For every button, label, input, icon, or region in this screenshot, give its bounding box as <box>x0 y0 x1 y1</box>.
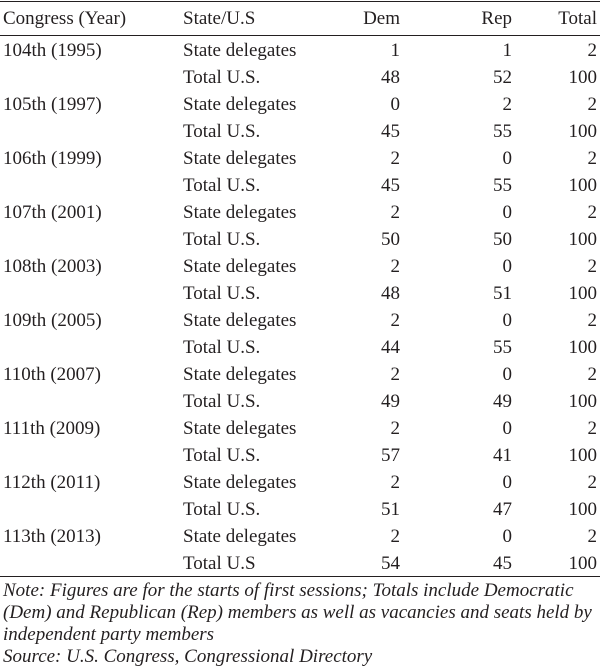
table-row <box>0 308 600 335</box>
header-dem: Dem <box>363 8 400 29</box>
cell-rep: 0 <box>502 148 512 169</box>
table-row <box>0 200 600 227</box>
table-row <box>0 443 600 470</box>
cell-state-us: Total U.S. <box>183 229 261 250</box>
cell-dem: 0 <box>390 94 400 115</box>
cell-total: 100 <box>568 175 597 196</box>
cell-total: 2 <box>587 40 597 61</box>
cell-total: 100 <box>568 121 597 142</box>
cell-rep: 0 <box>502 472 512 493</box>
footnote-source: Source: U.S. Congress, Congressional Directory <box>3 646 373 667</box>
cell-state-us: State delegates <box>183 202 297 223</box>
cell-dem: 2 <box>390 418 400 439</box>
cell-state-us: State delegates <box>183 148 297 169</box>
cell-dem: 2 <box>390 256 400 277</box>
table-row <box>0 470 600 497</box>
cell-total: 2 <box>587 364 597 385</box>
table-row <box>0 146 600 173</box>
cell-state-us: Total U.S. <box>183 499 261 520</box>
cell-rep: 41 <box>493 445 512 466</box>
cell-state-us: Total U.S. <box>183 121 261 142</box>
table-row <box>0 227 600 254</box>
cell-rep: 1 <box>502 40 512 61</box>
cell-rep: 2 <box>502 94 512 115</box>
cell-total: 100 <box>568 337 597 358</box>
table-row <box>0 335 600 362</box>
cell-state-us: State delegates <box>183 526 297 547</box>
cell-state-us: State delegates <box>183 94 297 115</box>
cell-total: 2 <box>587 310 597 331</box>
cell-state-us: Total U.S. <box>183 175 261 196</box>
cell-dem: 50 <box>381 229 400 250</box>
cell-state-us: Total U.S. <box>183 391 261 412</box>
cell-rep: 51 <box>493 283 512 304</box>
cell-dem: 45 <box>381 121 400 142</box>
cell-congress-year: 105th (1997) <box>3 94 102 115</box>
header-congress-year: Congress (Year) <box>3 8 127 29</box>
table-row <box>0 281 600 308</box>
cell-congress-year: 108th (2003) <box>3 256 102 277</box>
cell-congress-year: 104th (1995) <box>3 40 102 61</box>
cell-total: 100 <box>568 283 597 304</box>
cell-dem: 44 <box>381 337 400 358</box>
table-row <box>0 119 600 146</box>
cell-congress-year: 109th (2005) <box>3 310 102 331</box>
cell-dem: 2 <box>390 148 400 169</box>
cell-dem: 45 <box>381 175 400 196</box>
cell-dem: 2 <box>390 310 400 331</box>
cell-rep: 0 <box>502 364 512 385</box>
cell-dem: 1 <box>390 40 400 61</box>
table-row <box>0 551 600 578</box>
cell-total: 100 <box>568 499 597 520</box>
table-row <box>0 38 600 65</box>
cell-rep: 55 <box>493 175 512 196</box>
table-row <box>0 497 600 524</box>
cell-dem: 2 <box>390 472 400 493</box>
cell-state-us: Total U.S. <box>183 337 261 358</box>
cell-dem: 54 <box>381 553 400 574</box>
cell-dem: 51 <box>381 499 400 520</box>
table-row <box>0 362 600 389</box>
cell-state-us: State delegates <box>183 418 297 439</box>
cell-rep: 45 <box>493 553 512 574</box>
cell-total: 2 <box>587 202 597 223</box>
cell-rep: 0 <box>502 526 512 547</box>
cell-state-us: Total U.S <box>183 553 256 574</box>
cell-rep: 49 <box>493 391 512 412</box>
cell-total: 2 <box>587 472 597 493</box>
cell-rep: 55 <box>493 121 512 142</box>
cell-total: 2 <box>587 94 597 115</box>
cell-dem: 49 <box>381 391 400 412</box>
cell-dem: 2 <box>390 526 400 547</box>
cell-state-us: Total U.S. <box>183 67 261 88</box>
cell-state-us: State delegates <box>183 364 297 385</box>
table-row <box>0 254 600 281</box>
table-bottom-rule <box>0 576 600 577</box>
cell-rep: 55 <box>493 337 512 358</box>
cell-total: 2 <box>587 148 597 169</box>
cell-rep: 0 <box>502 202 512 223</box>
cell-congress-year: 113th (2013) <box>3 526 101 547</box>
cell-rep: 52 <box>493 67 512 88</box>
cell-state-us: State delegates <box>183 256 297 277</box>
cell-state-us: Total U.S. <box>183 283 261 304</box>
table-footnote <box>3 580 597 668</box>
table-row <box>0 173 600 200</box>
cell-total: 100 <box>568 391 597 412</box>
cell-congress-year: 111th (2009) <box>3 418 101 439</box>
table-header-rule <box>0 35 600 36</box>
cell-state-us: State delegates <box>183 310 297 331</box>
cell-total: 2 <box>587 526 597 547</box>
header-rep: Rep <box>481 8 512 29</box>
cell-dem: 2 <box>390 202 400 223</box>
table-row <box>0 389 600 416</box>
table-top-rule <box>0 1 600 2</box>
footnote-note: Note: Figures are for the starts of first sessions; Totals include Democratic (Dem) and Republican (Rep) members as well as vacancies and seats held by independent party members <box>3 580 592 645</box>
cell-total: 100 <box>568 229 597 250</box>
cell-total: 100 <box>568 553 597 574</box>
cell-state-us: State delegates <box>183 472 297 493</box>
cell-rep: 50 <box>493 229 512 250</box>
cell-congress-year: 107th (2001) <box>3 202 102 223</box>
cell-total: 2 <box>587 256 597 277</box>
cell-state-us: Total U.S. <box>183 445 261 466</box>
cell-dem: 48 <box>381 67 400 88</box>
header-total: Total <box>558 8 597 29</box>
cell-congress-year: 106th (1999) <box>3 148 102 169</box>
cell-total: 100 <box>568 67 597 88</box>
table-row <box>0 92 600 119</box>
header-state-us: State/U.S <box>183 8 256 29</box>
cell-rep: 0 <box>502 256 512 277</box>
table-row <box>0 416 600 443</box>
cell-total: 2 <box>587 418 597 439</box>
cell-dem: 57 <box>381 445 400 466</box>
cell-rep: 47 <box>493 499 512 520</box>
table-row <box>0 524 600 551</box>
cell-total: 100 <box>568 445 597 466</box>
table-row <box>0 65 600 92</box>
cell-dem: 2 <box>390 364 400 385</box>
cell-state-us: State delegates <box>183 40 297 61</box>
cell-rep: 0 <box>502 418 512 439</box>
cell-congress-year: 110th (2007) <box>3 364 101 385</box>
cell-dem: 48 <box>381 283 400 304</box>
cell-rep: 0 <box>502 310 512 331</box>
cell-congress-year: 112th (2011) <box>3 472 101 493</box>
